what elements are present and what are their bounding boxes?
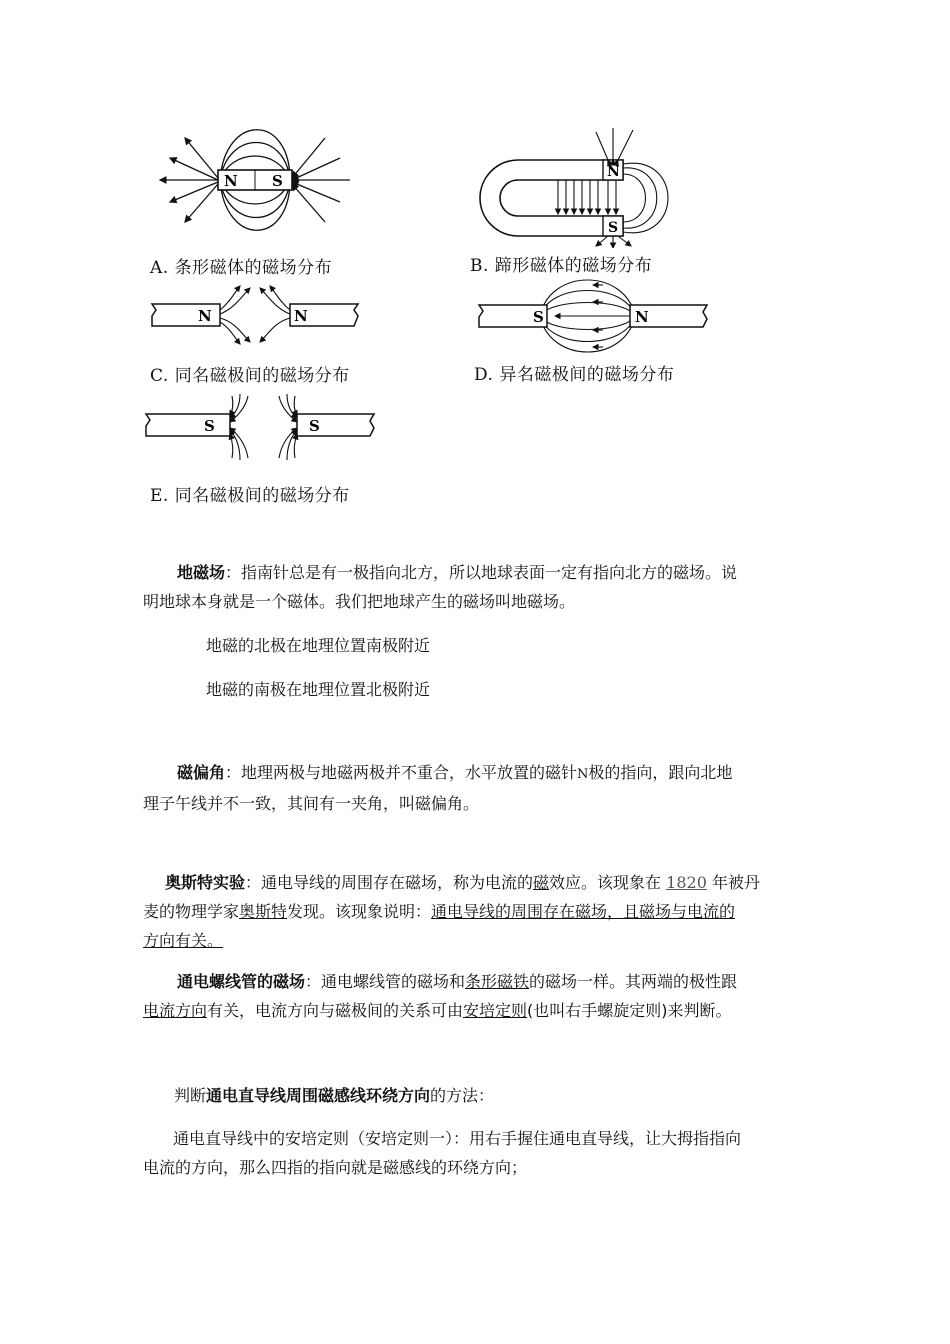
unlike-poles-field-figure bbox=[475, 272, 710, 360]
horseshoe-magnet-field-figure bbox=[468, 124, 698, 248]
pole-label: N bbox=[198, 307, 212, 325]
figure-caption-b: B. 蹄形磁体的磁场分布 bbox=[470, 256, 653, 276]
ampere-rule-paragraph: 通电直导线中的安培定则（安培定则一）：用右手握住通电直导线，让大拇指指向 电流的方向，那么四指的指向就是磁感线的环绕方向； bbox=[143, 1129, 742, 1177]
like-poles-s-field-figure bbox=[142, 392, 377, 464]
oersted-paragraph: 奥斯特实验：通电导线的周围存在磁场，称为电流的磁效应。该现象在 1820 年被丹 麦的物理学家奥斯特发现。该现象说明：通电导线的周围存在磁场，且磁场与电流的 方向有关。 bbox=[143, 873, 760, 950]
pole-label: S bbox=[272, 172, 283, 190]
term-declination: 磁偏角 bbox=[177, 763, 226, 782]
term-solenoid: 通电螺线管的磁场 bbox=[177, 972, 306, 991]
pole-label: N bbox=[607, 164, 620, 180]
pole-label: S bbox=[309, 417, 320, 435]
pole-label: N bbox=[294, 307, 308, 325]
geomagnetic-paragraph: 地磁场：指南针总是有一极指向北方，所以地球表面一定有指向北方的磁场。说 明地球本身就是一个磁体。我们把地球产生的磁场叫地磁场。 bbox=[143, 563, 738, 611]
like-poles-n-field-figure bbox=[150, 282, 360, 348]
pole-label: S bbox=[608, 220, 619, 236]
figure-caption-e: E. 同名磁极间的磁场分布 bbox=[150, 486, 350, 506]
term-geomagnetic: 地磁场 bbox=[177, 563, 226, 582]
figure-caption-c: C. 同名磁极间的磁场分布 bbox=[150, 366, 350, 386]
judge-heading: 判断通电直导线周围磁感线环绕方向的方法： bbox=[174, 1086, 495, 1105]
solenoid-paragraph: 通电螺线管的磁场：通电螺线管的磁场和条形磁铁的磁场一样。其两端的极性跟 电流方向有关，电流方向与磁极间的关系可由安培定则(也叫右手螺旋定则)来判断。 bbox=[143, 972, 738, 1020]
pole-label: S bbox=[204, 417, 215, 435]
pole-label: N bbox=[635, 308, 649, 326]
pole-label: N bbox=[224, 172, 238, 190]
geomag-south-line: 地磁的南极在地理位置北极附近 bbox=[206, 680, 431, 699]
figure-caption-a: A. 条形磁体的磁场分布 bbox=[150, 258, 333, 278]
pole-label: S bbox=[533, 308, 544, 326]
bar-magnet-field-figure bbox=[150, 118, 350, 238]
figure-caption-d: D. 异名磁极间的磁场分布 bbox=[474, 365, 675, 385]
term-oersted: 奥斯特实验 bbox=[165, 873, 246, 892]
geomag-north-line: 地磁的北极在地理位置南极附近 bbox=[206, 636, 431, 655]
declination-paragraph: 磁偏角：地理两极与地磁两极并不重合，水平放置的磁针N极的指向，跟向北地 理子午线并不一致，其间有一夹角，叫磁偏角。 bbox=[143, 763, 733, 813]
